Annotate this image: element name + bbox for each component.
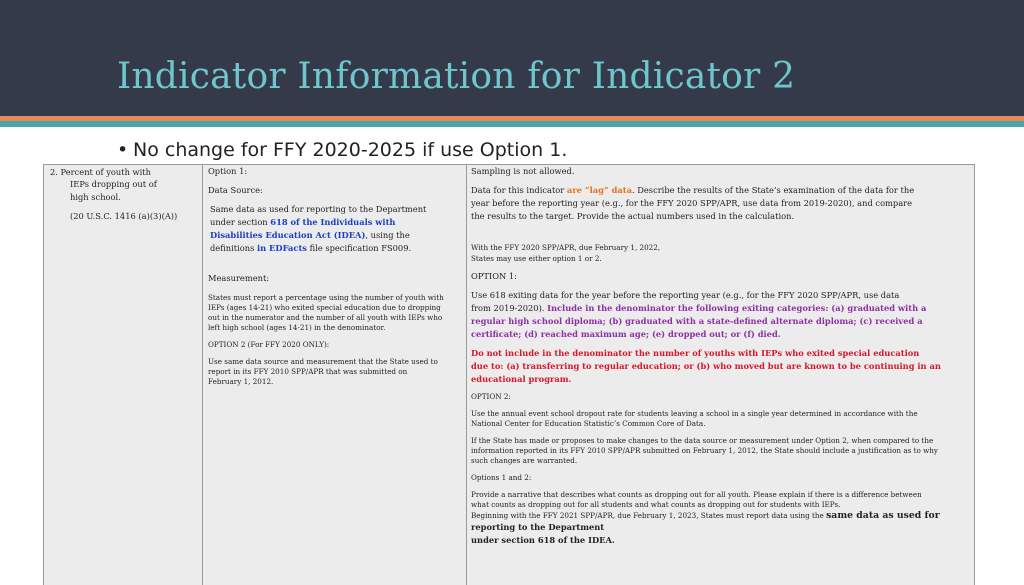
lag-data-text: year before the reporting year (e.g., for the FFY 2020 SPP/APR, use data from 2019-2020), and compare <box>471 198 913 208</box>
option2-text: February 1, 2012. <box>208 377 274 386</box>
option2-heading: OPTION 2 (For FFY 2020 ONLY): <box>208 340 330 349</box>
option2-text: report in its FFY 2010 SPP/APR that was submitted on <box>208 367 408 376</box>
option1-heading: Option 1: <box>208 166 248 176</box>
narrative-text: reporting to the Department <box>471 522 605 532</box>
data-source-column <box>203 165 467 585</box>
narrative-text: what counts as dropping out for all students and what counts as dropping out for students with IEPs. <box>471 500 841 509</box>
bullet-dot-icon: • <box>117 139 129 161</box>
measurement-text: States must report a percentage using the number of youth with <box>208 293 444 302</box>
option1-heading: OPTION 1: <box>471 271 517 281</box>
data-source-text: Same data as used for reporting to the Department <box>210 204 427 214</box>
bullet-text: No change for FFY 2020-2025 if use Option 1. <box>133 139 568 161</box>
measurement-text: left high school (ages 14-21) in the denominator. <box>208 323 386 332</box>
option1-text: Use 618 exiting data for the year before the reporting year (e.g., for the FFY 2020 SPP/APR, use data <box>471 290 900 300</box>
bullet-point <box>117 139 567 161</box>
slide-header <box>0 0 1024 116</box>
measurement-text: out in the numerator and the number of all youth with IEPs who <box>208 313 443 322</box>
option2-text: Use same data source and measurement that the State used to <box>208 357 438 366</box>
option2-text: National Center for Education Statistic’s Common Core of Data. <box>471 419 706 428</box>
sampling-text: Sampling is not allowed. <box>471 166 575 176</box>
measurement-label: Measurement: <box>208 273 270 283</box>
data-source-text: definitions in EDFacts file specification FS009. <box>210 243 412 253</box>
exclusion-text: educational program. <box>471 374 572 384</box>
instructions-column <box>467 165 972 585</box>
option1-text: regular high school diploma; (b) graduated with a state-defined alternate diploma; (c) received a <box>471 316 923 326</box>
option2-text: Use the annual event school dropout rate for students leaving a school in a single year determined in accordance with the <box>471 409 918 418</box>
narrative-text: Beginning with the FFY 2021 SPP/APR, due February 1, 2023, States must report data using the same data as used for <box>471 510 940 521</box>
change-justification-text: information reported in its FFY 2010 SPP/APR submitted on February 1, 2012, the State should include a justification as to why <box>471 446 938 455</box>
indicator-name-line: high school. <box>70 192 121 202</box>
option2-heading: OPTION 2: <box>471 392 511 401</box>
ffy-note: States may use either option 1 or 2. <box>471 254 602 263</box>
option1-text: certificate; (d) reached maximum age; (e) dropped out; or (f) died. <box>471 329 781 339</box>
indicator-column <box>44 165 203 585</box>
indicator-name-line: IEPs dropping out of <box>70 179 157 189</box>
change-justification-text: such changes are warranted. <box>471 456 578 465</box>
indicator-citation: (20 U.S.C. 1416 (a)(3)(A)) <box>70 211 178 221</box>
exclusion-text: due to: (a) transferring to regular education; or (b) who moved but are known to be continuing in an <box>471 361 941 371</box>
narrative-text: Provide a narrative that describes what counts as dropping out for all youth. Please explain if there is a difference between <box>471 490 922 499</box>
change-justification-text: If the State has made or proposes to make changes to the data source or measurement under Option 2, when compared to the <box>471 436 934 445</box>
options-1-2-heading: Options 1 and 2: <box>471 473 532 482</box>
lag-data-text: the results to the target. Provide the actual numbers used in the calculation. <box>471 211 795 221</box>
indicator-name-line: 2. Percent of youth with <box>50 167 151 177</box>
data-source-text: under section 618 of the Individuals with <box>210 217 396 227</box>
ffy-note: With the FFY 2020 SPP/APR, due February 1, 2022, <box>471 243 661 252</box>
data-source-label: Data Source: <box>208 185 263 195</box>
indicator-table <box>43 164 975 585</box>
exclusion-text: Do not include in the denominator the number of youths with IEPs who exited special education <box>471 348 920 358</box>
lag-data-text: Data for this indicator are “lag” data. Describe the results of the State’s examination of the data for the <box>471 185 915 195</box>
measurement-text: IEPs (ages 14-21) who exited special education due to dropping <box>208 303 441 312</box>
slide-title: Indicator Information for Indicator 2 <box>117 56 796 97</box>
option1-text: from 2019-2020). Include in the denominator the following exiting categories: (a) graduated with a <box>471 303 927 313</box>
narrative-text: under section 618 of the IDEA. <box>471 535 615 545</box>
header-teal-band <box>0 121 1024 127</box>
data-source-text: Disabilities Education Act (IDEA), using the <box>210 230 410 240</box>
